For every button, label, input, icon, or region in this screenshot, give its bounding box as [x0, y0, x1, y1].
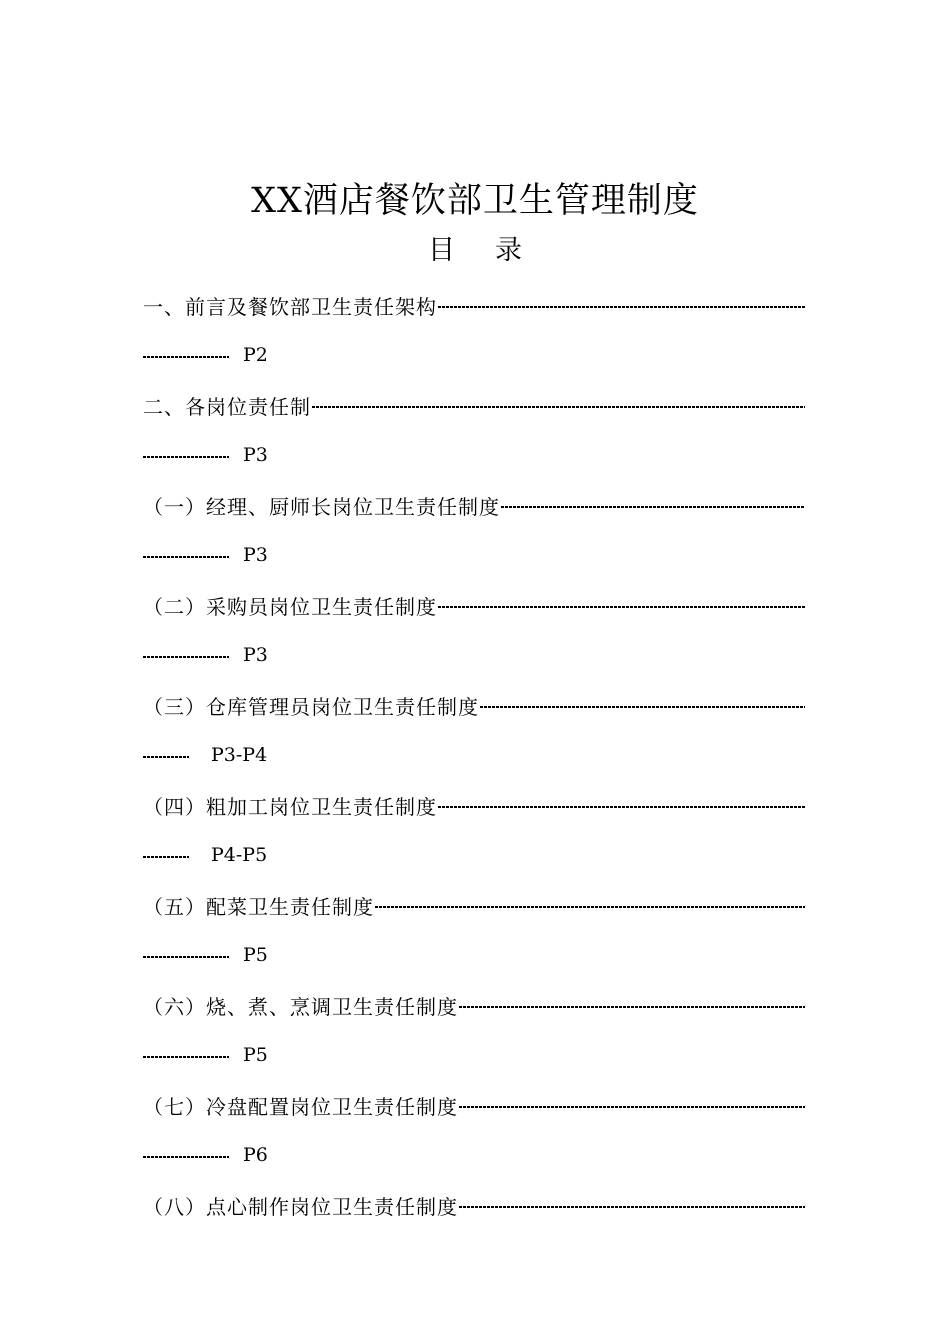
toc-entry-page-line	[143, 630, 805, 680]
toc-entry[interactable]	[143, 1180, 805, 1230]
toc-heading-right: 录	[495, 235, 522, 266]
toc-leader-dashes	[143, 656, 229, 658]
toc-page-number: P3-P4	[211, 744, 268, 766]
toc-leader-dashes	[143, 756, 189, 758]
toc-entry-text: （八）点心制作岗位卫生责任制度	[143, 1194, 458, 1219]
toc-entry[interactable]	[143, 980, 805, 1080]
toc-leader-dashes	[480, 706, 805, 708]
toc-entry-title-line	[143, 580, 805, 630]
toc-entry[interactable]	[143, 380, 805, 480]
toc-entry-page-line	[143, 1030, 805, 1080]
toc-page-number: P2	[243, 344, 268, 366]
toc-page-number: P3	[243, 544, 268, 566]
toc-page-number: P5	[243, 944, 268, 966]
toc-entry-title-line	[143, 680, 805, 730]
toc-entry-page-line	[143, 1130, 805, 1180]
toc-entry-text: 一、前言及餐饮部卫生责任架构	[143, 294, 437, 319]
toc-entry[interactable]	[143, 680, 805, 780]
toc-entry-title-line	[143, 380, 805, 430]
table-of-contents	[143, 280, 805, 1230]
toc-entry-page-line	[143, 830, 805, 880]
toc-entry-page-line	[143, 330, 805, 380]
toc-leader-dashes	[438, 806, 805, 808]
toc-entry[interactable]	[143, 1080, 805, 1180]
document-title: XX酒店餐饮部卫生管理制度	[251, 181, 699, 221]
toc-entry-page-line	[143, 930, 805, 980]
toc-page-number: P5	[243, 1044, 268, 1066]
toc-entry-page-line	[143, 530, 805, 580]
toc-page-number: P4-P5	[211, 844, 268, 866]
toc-page-number: P6	[243, 1144, 268, 1166]
toc-leader-dashes	[143, 356, 229, 358]
toc-entry-title-line	[143, 980, 805, 1030]
toc-entry[interactable]	[143, 880, 805, 980]
toc-leader-dashes	[143, 856, 189, 858]
toc-entry-text: （七）冷盘配置岗位卫生责任制度	[143, 1094, 458, 1119]
toc-leader-dashes	[459, 1206, 805, 1208]
toc-leader-dashes	[501, 506, 805, 508]
toc-entry-text: （五）配菜卫生责任制度	[143, 894, 374, 919]
toc-entry[interactable]	[143, 780, 805, 880]
toc-entry-text: （六）烧、煮、烹调卫生责任制度	[143, 994, 458, 1019]
toc-entry[interactable]	[143, 580, 805, 680]
toc-leader-dashes	[143, 956, 229, 958]
toc-page-number: P3	[243, 444, 268, 466]
toc-leader-dashes	[143, 1156, 229, 1158]
toc-entry-page-line	[143, 430, 805, 480]
toc-leader-dashes	[143, 556, 229, 558]
toc-entry-title-line	[143, 1180, 805, 1230]
toc-leader-dashes	[438, 606, 805, 608]
toc-entry-page-line	[143, 730, 805, 780]
toc-entry-title-line	[143, 480, 805, 530]
toc-entry[interactable]	[143, 480, 805, 580]
toc-leader-dashes	[459, 1006, 805, 1008]
toc-leader-dashes	[312, 406, 805, 408]
toc-entry-text: （三）仓库管理员岗位卫生责任制度	[143, 694, 479, 719]
toc-entry[interactable]	[143, 280, 805, 380]
toc-page-number: P3	[243, 644, 268, 666]
toc-leader-dashes	[375, 906, 805, 908]
toc-entry-text: （四）粗加工岗位卫生责任制度	[143, 794, 437, 819]
toc-entry-text: （一）经理、厨师长岗位卫生责任制度	[143, 494, 500, 519]
toc-leader-dashes	[459, 1106, 805, 1108]
toc-leader-dashes	[143, 1056, 229, 1058]
toc-leader-dashes	[438, 306, 805, 308]
toc-entry-title-line	[143, 780, 805, 830]
toc-heading	[0, 232, 950, 270]
toc-entry-text: 二、各岗位责任制	[143, 394, 311, 419]
toc-entry-title-line	[143, 880, 805, 930]
toc-entry-title-line	[143, 1080, 805, 1130]
toc-entry-title-line	[143, 280, 805, 330]
toc-heading-left: 目	[428, 235, 455, 266]
toc-entry-text: （二）采购员岗位卫生责任制度	[143, 594, 437, 619]
toc-leader-dashes	[143, 456, 229, 458]
